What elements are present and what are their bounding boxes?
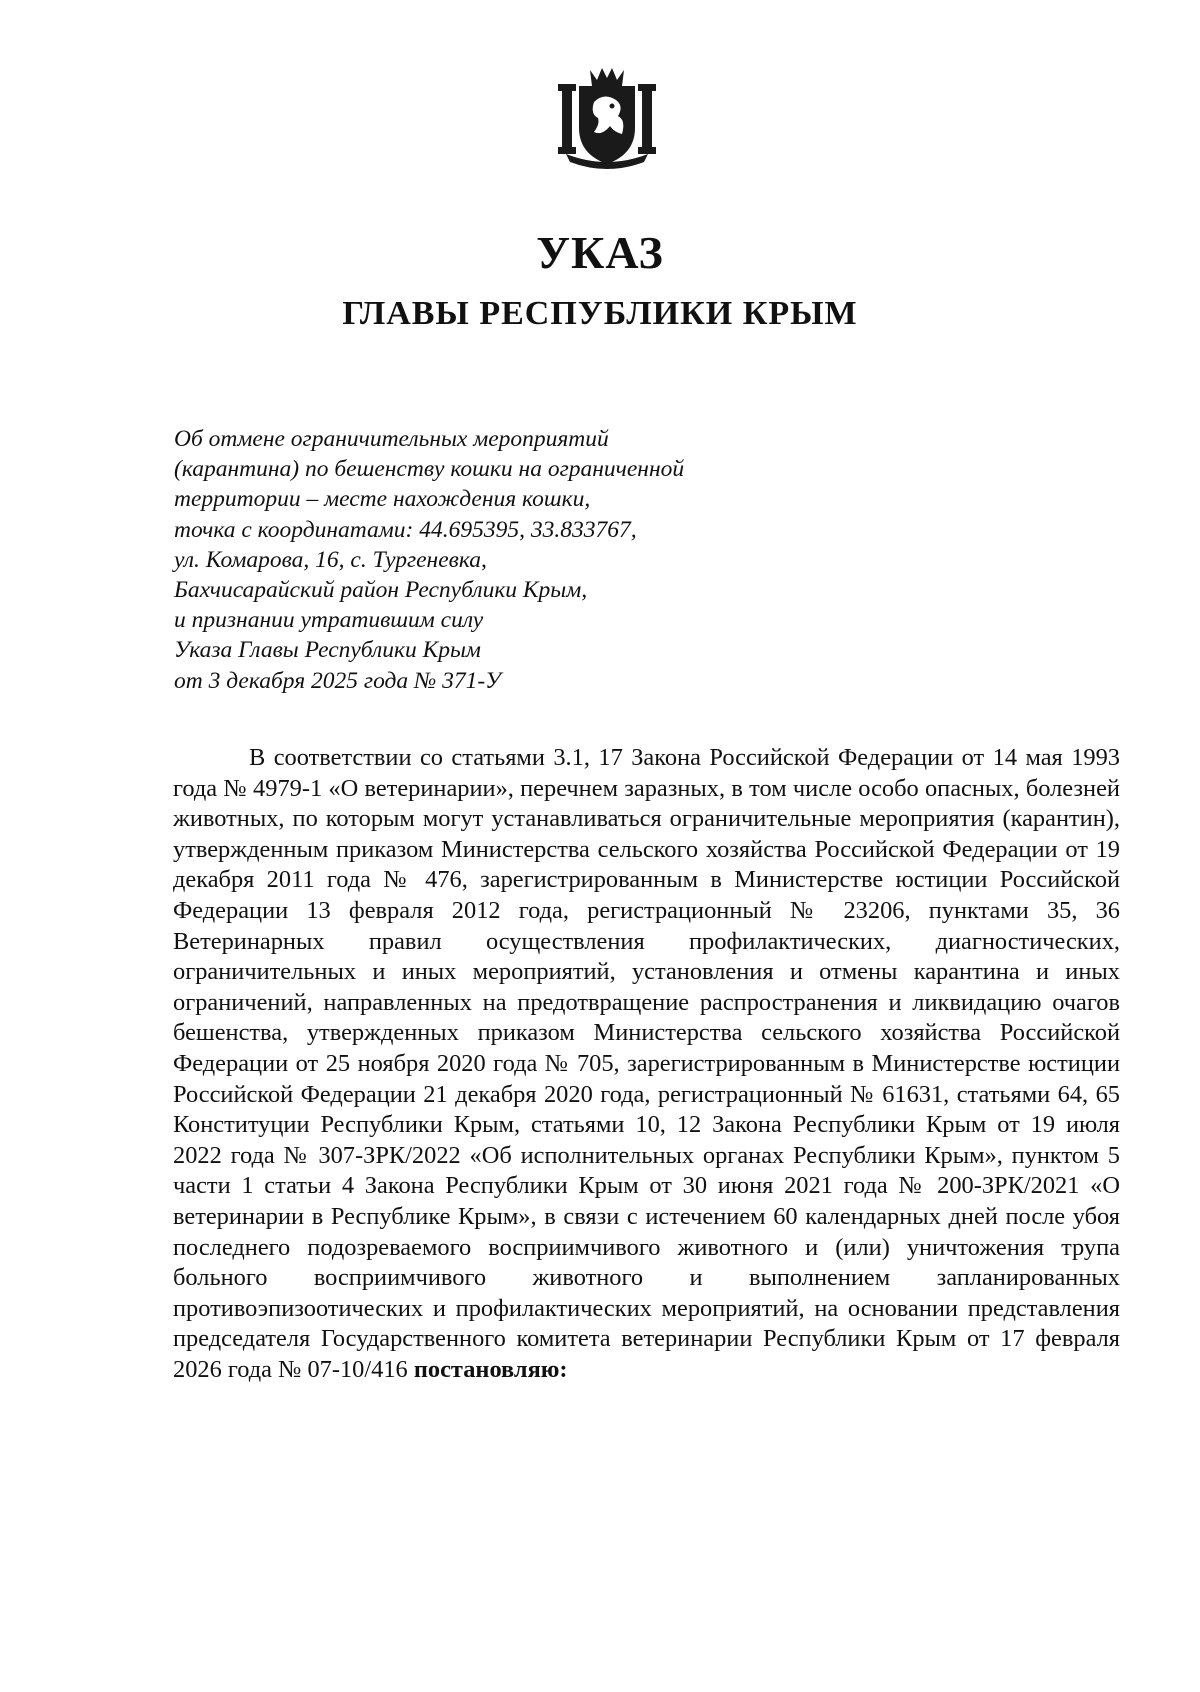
heading-line: Указа Главы Республики Крым — [174, 637, 481, 664]
body-text: В соответствии со статьями 3.1, 17 Закона Российской Федерации от 14 мая 1993 года № 4979-1 «О ветеринарии», перечнем заразных, в том числе особо опасных, болезней животных, по которым могут устанавливаться ограничительные мероприятия (карантин), утвержденным приказом Министерства сельского хозяйства Российской Федерации от 19 декабря 2011 года № 476, зарегистрированным в Министерстве юстиции Российской Федерации 13 февраля 2012 года, регистрационный № 23206, пунктами 35, 36 Ветеринарных правил осуществления профилактических, диагностических, ограничительных и иных мероприятий, установления и отмены карантина и иных ограничений, направленных на предотвращение распространения и ликвидацию очагов бешенства, утвержденных приказом Министерства сельского хозяйства Российской Федерации от 25 ноября 2020 года № 705, зарегистрированным в Министерстве юстиции Российской Федерации 21 декабря 2020 года, регистрационный № 61631, статьями 64, 65 Конституции Республики Крым, статьями 10, 12 Закона Республики Крым от 19 июля 2022 года № 307-ЗРК/2022 «Об исполнительных органах Республики Крым», пунктом 5 части 1 статьи 4 Закона Республики Крым от 30 июня 2021 года № 200-ЗРК/2021 «О ветеринарии в Республике Крым», в связи с истечением 60 календарных дней после убоя последнего подозреваемого восприимчивого животного и (или) уничтожения трупа больного восприимчивого животного и выполнением запланированных противоэпизоотических и профилактических мероприятий, на основании представления председателя Государственного комитета ветеринарии Республики Крым от 17 февраля 2026 года № 07-10/416 — [173, 744, 1120, 1383]
heading-line: Об отмене ограничительных мероприятий — [174, 426, 609, 452]
document-title: УКАЗ — [536, 227, 664, 278]
heading-line: Бахчисарайский район Республики Крым, — [174, 577, 588, 604]
decree-body-paragraph — [173, 743, 1120, 1385]
body-closing-word: постановляю: — [413, 1355, 568, 1383]
heading-line: от 3 декабря 2025 года № 371-У — [174, 667, 501, 694]
decree-heading — [174, 424, 934, 696]
heading-line: ул. Комарова, 16, с. Тургеневка, — [174, 546, 487, 573]
crimea-coat-of-arms-icon — [552, 62, 662, 172]
heading-line: и признании утратившим силу — [174, 607, 484, 634]
heading-line: точка с координатами: 44.695395, 33.833767, — [174, 516, 637, 543]
heading-line: территории – месте нахождения кошки, — [174, 486, 591, 513]
document-subtitle: ГЛАВЫ РЕСПУБЛИКИ КРЫМ — [342, 295, 858, 332]
heading-line: (карантина) по бешенству кошки на ограниченной — [174, 456, 685, 483]
